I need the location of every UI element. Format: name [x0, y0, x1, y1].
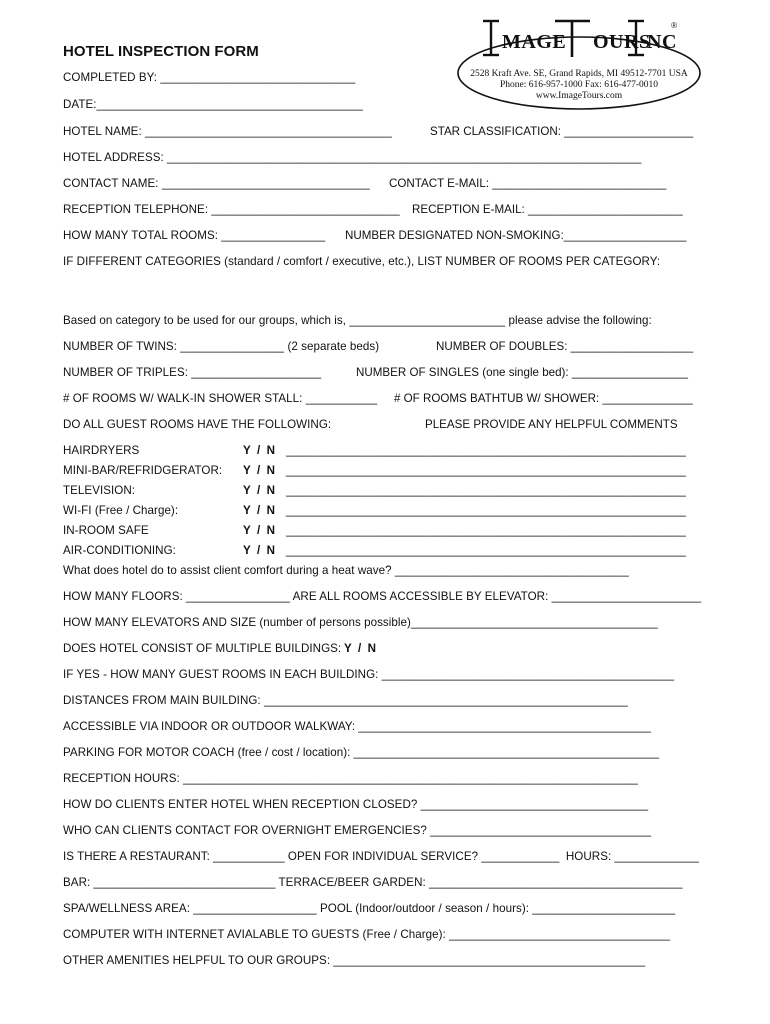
- yes-no-choice[interactable]: Y / N: [243, 544, 276, 557]
- amenity-label: IN-ROOM SAFE: [63, 524, 149, 537]
- amenity-comment-field[interactable]: ______________________________________________________________: [286, 464, 686, 477]
- yes-no-choice[interactable]: Y / N: [243, 504, 276, 517]
- helpful-comments-heading: PLEASE PROVIDE ANY HELPFUL COMMENTS: [425, 418, 678, 431]
- amenity-comment-field[interactable]: ______________________________________________________________: [286, 544, 686, 557]
- reception-email-field[interactable]: RECEPTION E-MAIL: ________________________: [412, 203, 683, 216]
- form-title: HOTEL INSPECTION FORM: [63, 43, 259, 60]
- hotel-name-field[interactable]: HOTEL NAME: ______________________________________: [63, 125, 392, 138]
- singles-field[interactable]: NUMBER OF SINGLES (one single bed): __________________: [356, 366, 688, 379]
- restaurant-field[interactable]: IS THERE A RESTAURANT: ___________ OPEN FOR INDIVIDUAL SERVICE? ____________ HOURS: _____________: [63, 850, 700, 863]
- distances-field[interactable]: DISTANCES FROM MAIN BUILDING: ________________________________________________________: [63, 694, 628, 707]
- hotel-address-field[interactable]: HOTEL ADDRESS: _________________________________________________________________________: [63, 151, 642, 164]
- bathtub-field[interactable]: # OF ROOMS BATHTUB W/ SHOWER: ______________: [394, 392, 693, 405]
- amenity-comment-field[interactable]: ______________________________________________________________: [286, 524, 686, 537]
- amenity-comment-field[interactable]: ______________________________________________________________: [286, 484, 686, 497]
- based-on-category-field[interactable]: Based on category to be used for our groups, which is, ________________________ please advise the following:: [63, 314, 652, 327]
- doubles-field[interactable]: NUMBER OF DOUBLES: ___________________: [436, 340, 694, 353]
- star-classification-field[interactable]: STAR CLASSIFICATION: ____________________: [430, 125, 694, 138]
- overnight-emergencies-field[interactable]: WHO CAN CLIENTS CONTACT FOR OVERNIGHT EMERGENCIES? __________________________________: [63, 824, 652, 837]
- amenity-label: TELEVISION:: [63, 484, 136, 497]
- non-smoking-field[interactable]: NUMBER DESIGNATED NON-SMOKING:___________________: [345, 229, 687, 242]
- contact-name-field[interactable]: CONTACT NAME: ________________________________: [63, 177, 370, 190]
- logo-phone: Phone: 616-957-1000 Fax: 616-477-0010: [499, 80, 659, 90]
- spa-field[interactable]: SPA/WELLNESS AREA: ___________________ POOL (Indoor/outdoor / season / hours): ______________________: [63, 902, 676, 915]
- parking-field[interactable]: PARKING FOR MOTOR COACH (free / cost / location): _______________________________________________: [63, 746, 660, 759]
- amenity-label: WI-FI (Free / Charge):: [63, 504, 179, 517]
- logo-address: 2528 Kraft Ave. SE, Grand Rapids, MI 49512-7701 USA: [470, 69, 688, 79]
- elevators-field[interactable]: HOW MANY ELEVATORS AND SIZE (number of persons possible)______________________________________: [63, 616, 658, 629]
- amenity-label: AIR-CONDITIONING:: [63, 544, 176, 557]
- total-rooms-field[interactable]: HOW MANY TOTAL ROOMS: ________________: [63, 229, 326, 242]
- logo-website: www.ImageTours.com: [535, 91, 623, 101]
- amenity-comment-field[interactable]: ______________________________________________________________: [286, 444, 686, 457]
- guest-rooms-heading: DO ALL GUEST ROOMS HAVE THE FOLLOWING:: [63, 418, 332, 431]
- completed-by-field[interactable]: COMPLETED BY: ______________________________: [63, 71, 356, 84]
- twins-field[interactable]: NUMBER OF TWINS: ________________ (2 separate beds): [63, 340, 380, 353]
- yes-no-choice[interactable]: Y / N: [243, 444, 276, 457]
- bar-field[interactable]: BAR: ____________________________ TERRACE/BEER GARDEN: _______________________________________: [63, 876, 683, 889]
- date-field[interactable]: DATE:_________________________________________: [63, 98, 363, 111]
- reception-hours-field[interactable]: RECEPTION HOURS: ______________________________________________________________________: [63, 772, 638, 785]
- reception-telephone-field[interactable]: RECEPTION TELEPHONE: _____________________________: [63, 203, 400, 216]
- yes-no-choice[interactable]: Y / N: [243, 464, 276, 477]
- amenity-label: MINI-BAR/REFRIDGERATOR:: [63, 464, 223, 477]
- other-amenities-field[interactable]: OTHER AMENITIES HELPFUL TO OUR GROUPS: ________________________________________________: [63, 954, 646, 967]
- walk-in-shower-field[interactable]: # OF ROOMS W/ WALK-IN SHOWER STALL: ___________: [63, 392, 378, 405]
- computer-internet-field[interactable]: COMPUTER WITH INTERNET AVIALABLE TO GUESTS (Free / Charge): __________________________________: [63, 928, 671, 941]
- rooms-each-building-field[interactable]: IF YES - HOW MANY GUEST ROOMS IN EACH BUILDING: _____________________________________________: [63, 668, 675, 681]
- multiple-buildings-question: DOES HOTEL CONSIST OF MULTIPLE BUILDINGS:: [63, 642, 342, 655]
- contact-email-field[interactable]: CONTACT E-MAIL: ___________________________: [389, 177, 667, 190]
- amenity-comment-field[interactable]: ______________________________________________________________: [286, 504, 686, 517]
- heat-wave-field[interactable]: What does hotel do to assist client comfort during a heat wave? ____________________________________: [63, 564, 629, 577]
- image-tours-logo: MAGE OURS NC ® 2528 Kraft Ave. SE, Grand Rapids, MI 49512-7701 USA Phone: 616-957-1000 Fax: 616-477-0010 www.ImageTours.com: [455, 15, 703, 113]
- amenity-label: HAIRDRYERS: [63, 444, 140, 457]
- floors-field[interactable]: HOW MANY FLOORS: ________________ ARE ALL ROOMS ACCESSIBLE BY ELEVATOR: _______________________: [63, 590, 702, 603]
- registered-mark: ®: [671, 21, 677, 30]
- walkway-field[interactable]: ACCESSIBLE VIA INDOOR OR OUTDOOR WALKWAY: _____________________________________________: [63, 720, 651, 733]
- categories-prompt: IF DIFFERENT CATEGORIES (standard / comfort / executive, etc.), LIST NUMBER OF ROOMS PER CATEGORY:: [63, 255, 661, 268]
- enter-hotel-field[interactable]: HOW DO CLIENTS ENTER HOTEL WHEN RECEPTION CLOSED? ___________________________________: [63, 798, 649, 811]
- triples-field[interactable]: NUMBER OF TRIPLES: ____________________: [63, 366, 322, 379]
- yes-no-choice[interactable]: Y / N: [243, 524, 276, 537]
- yes-no-choice[interactable]: Y / N: [243, 484, 276, 497]
- multiple-buildings-yes-no[interactable]: Y / N: [344, 642, 377, 655]
